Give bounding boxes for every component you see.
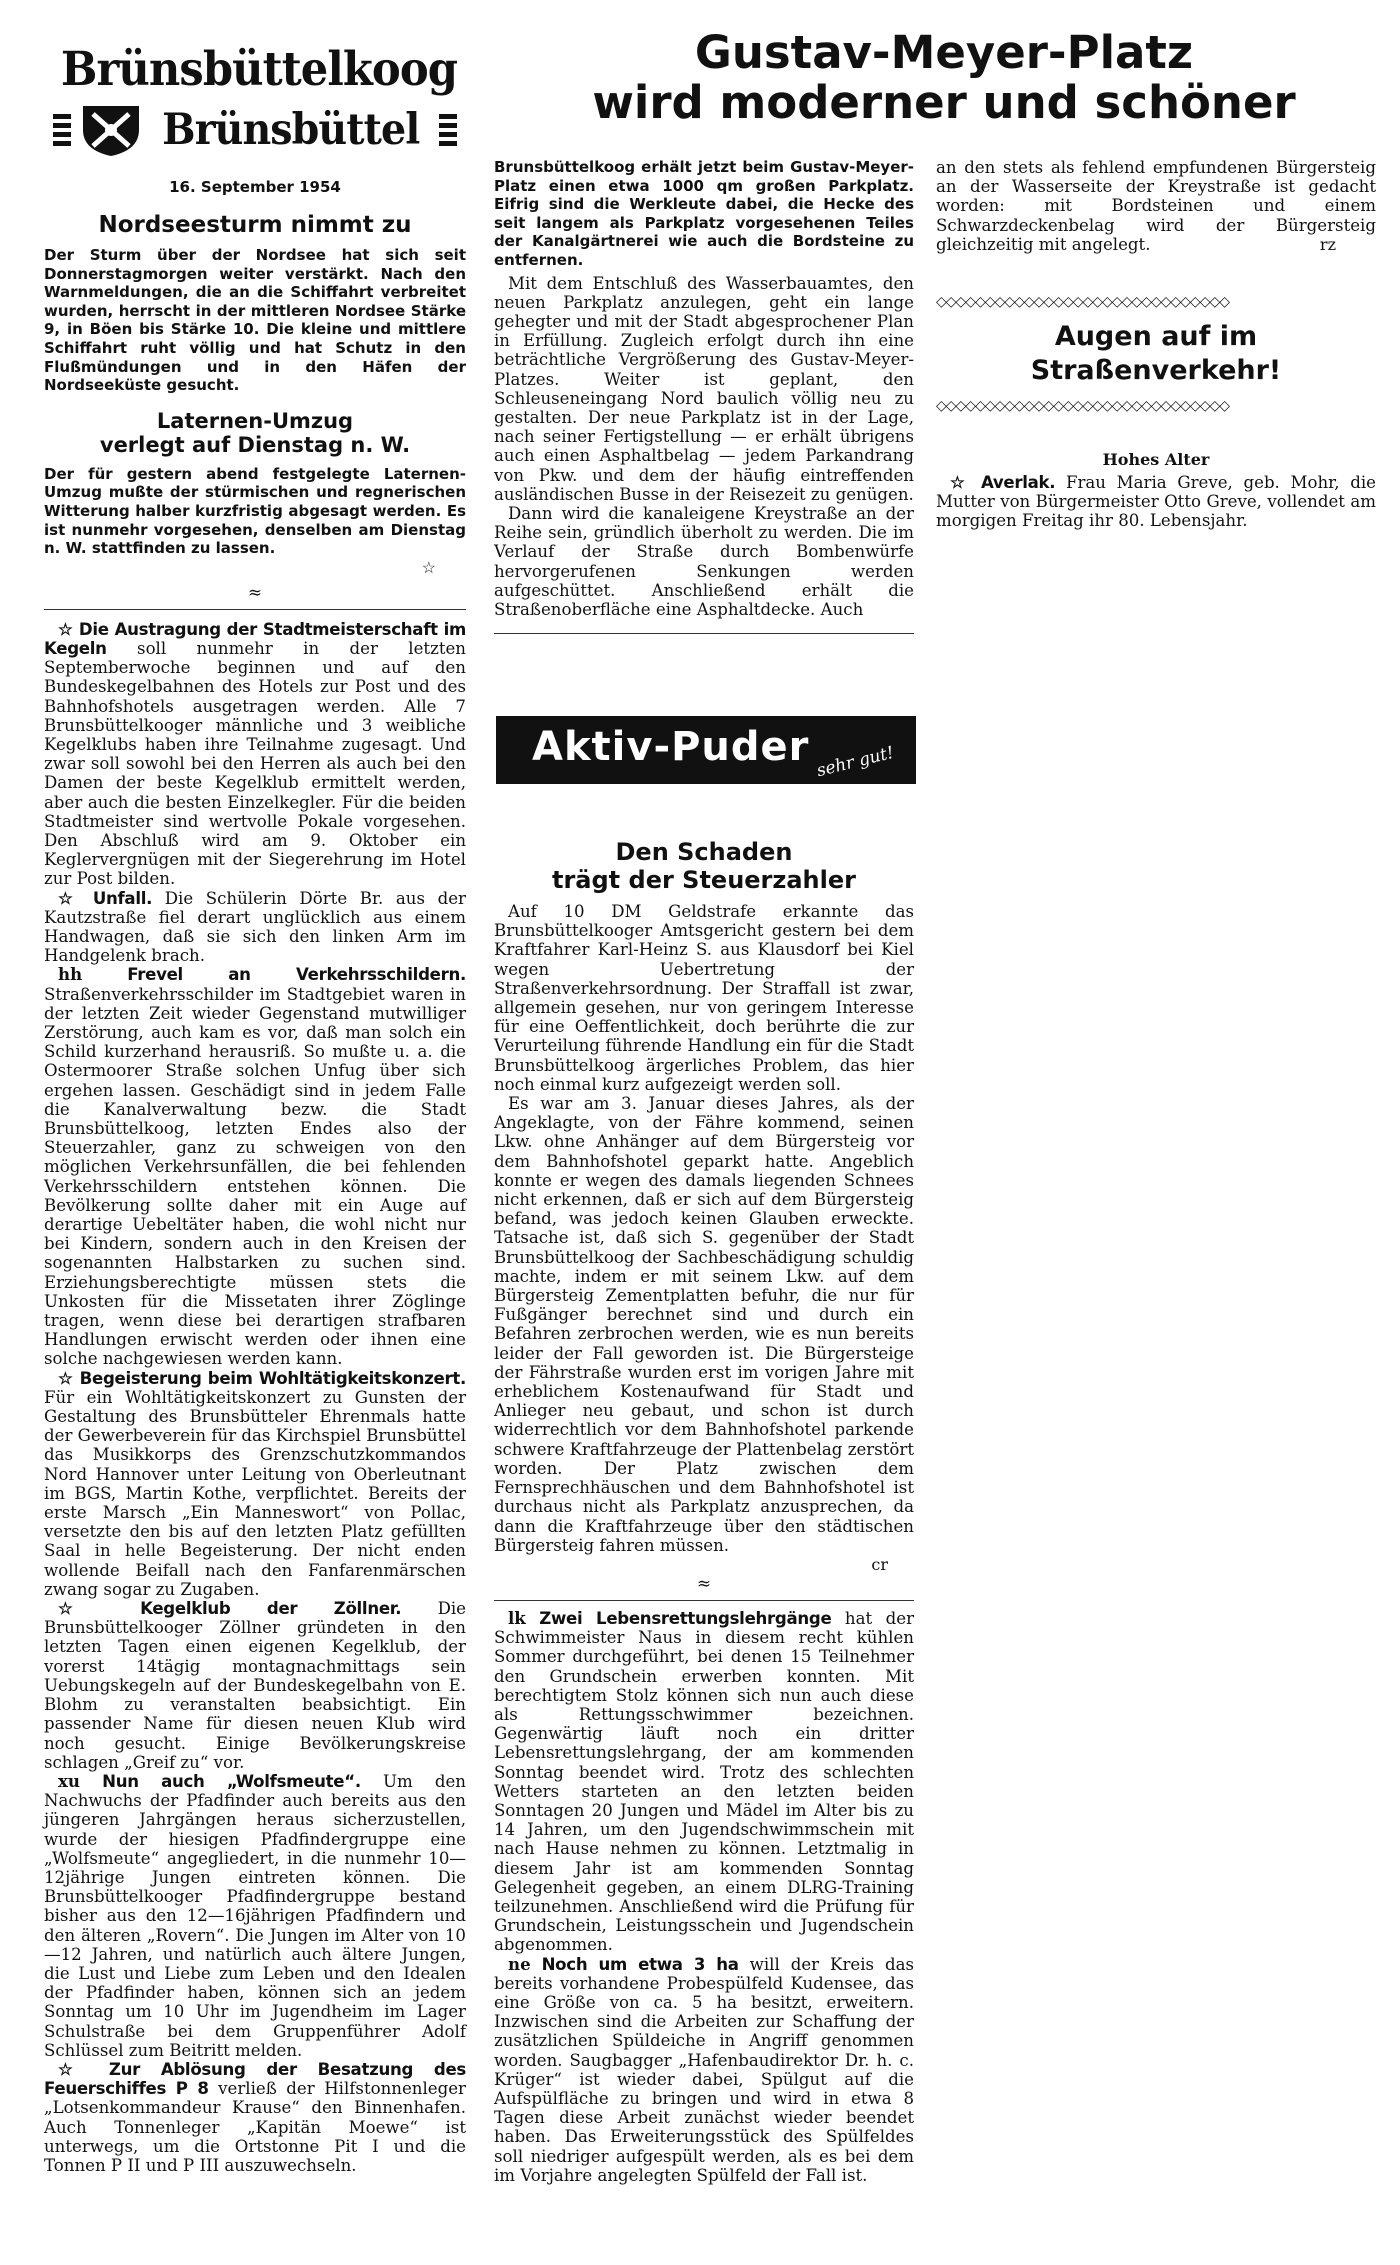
parking-text-1: Mit dem Entschluß des Wasserbauamtes, den neuen Parkplatz anzulegen, geht ein lange gehegter und mit der Stadt abgesprochener Plan in Erfüllung. Zugleich erfolgt durch ihn eine beträchtliche Vergrößerung des Gustav-Meyer-Platzes. Weiter ist geplant, den Schleuseneingang Nord baulich völlig neu zu gestalten. Der neue Parkplatz ist in der Lage, nach seiner Fertigstellung — er erhält übrigens auch einen Asphaltbelag — jedem Parkandrang von Pkw. und dem der häufig eintreffenden ausländischen Busse in der Reisezeit zu genügen.	[494, 273, 914, 504]
storm-text: Der Sturm über der Nordsee hat sich seit Donnerstagmorgen weiter verstärkt. Nach den Warnmeldungen, die an die Schiffahrt verbreitet wurden, herrscht in der mittleren Nordsee Stärke 9, in Böen bis Stärke 10. Die kleine und mittlere Schiffahrt ruht völlig und hat Schutz in den Flußmündungen und in den Häfen der Nordseeküste gesucht.	[44, 246, 466, 395]
column-left	[44, 0, 466, 2175]
item-text: Die Schülerin Dörte Br. aus der Kautzstraße fiel derart unglücklich aus einem Handwagen, daß sie sich den linken Arm im Handgelenk brach.	[44, 888, 466, 966]
parking-signature: rz	[1319, 235, 1336, 255]
damage-article	[494, 838, 914, 2185]
parking-article	[494, 158, 914, 634]
item-text: will der Kreis das bereits vorhandene Probespülfeld Kudensee, das eine Größe von ca. 5 ha besitzt, erweitern. Inzwischen sind die Arbeiten zur Schaffung der zusätzlichen Spüldeiche in Angriff genommen worden. Saugbagger „Hafenbaudirektor Dr. h. c. Krüger“ ist wieder dabei, Spülgut auf die Aufspülfläche zu bringen und wird in etwa 8 Tagen diese Arbeit zunächst wieder beendet haben. Das Erweiterungsstück des Spülfeldes soll niedriger aufgespült werden, als es bei dem im Vorjahre angelegten Spülfeld der Fall ist.	[494, 1954, 915, 2185]
news-item	[44, 889, 466, 966]
divider	[494, 1600, 914, 1601]
news-item	[44, 1369, 466, 1599]
column-right	[936, 158, 1376, 531]
masthead-bars-left	[53, 114, 71, 146]
damage-text-1: Auf 10 DM Geldstrafe erkannte das Brunsbüttelkooger Amtsgericht gestern bei dem Kraftfahrer Karl-Heinz S. aus Klausdorf bei Kiel wegen Uebertretung der Straßenverkehrsordnung. Der Straffall ist zwar, allgemein gesehen, nur von geringem Interesse für eine Oeffentlichkeit, doch berührte die zur Verurteilung führende Handlung ein für die Stadt Brunsbüttelkoog ärgerliches Problem, das hier noch einmal kurz aufgezeigt werden soll.	[494, 902, 914, 1094]
masthead-title-1: Brünsbüttelkoog	[60, 42, 458, 97]
item-text: Die Brunsbüttelkooger Zöllner gründeten in den letzten Tagen einen eigenen Kegelklub, der vorerst 14tägig montagnachmittags sein Uebungskegeln auf der Bundeskegelbahn von E. Blohm zu veranstalten beabsichtigt. Ein passender Name für diesen neuen Klub wird noch gesucht. Einige Bevölkerungskreise schlagen „Greif zu“ vor.	[44, 1599, 466, 1772]
item-marker: hh	[58, 964, 83, 985]
main-headline-1: Gustav-Meyer-Platz	[694, 26, 1194, 79]
column-middle	[494, 0, 1394, 128]
news-item	[494, 1609, 914, 1955]
news-item	[44, 965, 466, 1368]
star-icon: ☆	[950, 472, 971, 493]
news-item	[44, 2060, 466, 2175]
item-text: Für ein Wohltätigkeitskonzert zu Gunsten der Gestaltung des Brunsbütteler Ehrenmals hatte der Gewerbeverein für das Kirchspiel Brunsbüttel das Musikkorps des Grenzschutzkommandos Nord Hannover unter Leitung von Oberleutnant im BGS, Martin Kothe, verpflichtet. Bereits der erste Marsch „Ein Manneswort“ von Pollac, versetzte den bis auf den letzten Platz gefüllten Saal in helle Begeisterung. Der nicht enden wollende Beifall nach den Fanfarenmärschen zwang sogar zu Zugaben.	[44, 1387, 466, 1599]
item-marker: ☆	[58, 1598, 104, 1619]
age-text	[936, 473, 1376, 531]
separator-mark: ≈	[696, 1573, 712, 1594]
masthead-bars-right	[439, 114, 457, 146]
item-marker: lk	[508, 1607, 526, 1628]
news-item	[44, 620, 466, 889]
age-keyword: Averlak.	[980, 473, 1056, 493]
local-news-list-2	[494, 1609, 914, 2185]
ad-brand: Aktiv-Puder	[532, 724, 810, 770]
damage-headline-2: trägt der Steuerzahler	[552, 866, 856, 894]
divider	[494, 633, 914, 634]
lantern-text: Der für gestern abend festgelegte Laternen-Umzug mußte der stürmischen und regnerischen Witterung halber kurzfristig abgesagt werden. Es ist nunmehr vorgesehen, denselben am Dienstag n. W. stattfinden zu lassen.	[44, 464, 466, 558]
item-text: Straßenverkehrsschilder im Stadtgebiet waren in der letzten Zeit wieder Gegenstand mutwilliger Zerstörung, auch kam es vor, daß man solch ein Schild kurzerhand herausriß. So mußte u. a. die Ostermoorer Straße solchen Unfug über sich ergehen lassen. Geschädigt sind in jedem Falle die Kanalverwaltung bezw. die Stadt Brunsbüttelkoog, letzten Endes also der Steuerzahler, ganz zu schweigen von den möglichen Verkehrsunfällen, die bei fehlenden Verkehrsschildern entstehen können. Die Bevölkerung sollte daher mit ein Auge auf derartige Uebeltäter haben, die wohl nicht nur bei Kindern, sondern auch in den Kreisen der sogenannten Halbstarken zu suchen sind. Erziehungsberechtigte müssen stets die Unkosten für die Missetaten ihrer Zöglinge tragen, wenn diese bei derartigen strafbaren Handlungen erwischt werden oder ihnen eine solche nachgewiesen werden kann.	[44, 984, 466, 1369]
item-keyword: Die Austragung der Stadtmeisterschaft im Kegeln	[44, 619, 466, 658]
coat-of-arms-icon	[79, 102, 143, 158]
item-text: Um den Nachwuchs der Pfadfinder auch bereits aus den jüngeren Jahrgängen heraus sicherzustellen, wurde der hiesigen Pfadfindergruppe eine „Wolfsmeute“ angegliedert, in die nunmehr 10—12jährige Jungen eintreten können. Die Brunsbüttelkooger Pfadfindergruppe bestand bisher aus den 12—16jährigen Pfadfindern und den älteren „Rovern“. Die Jungen im Alter von 10—12 Jahren, und natürlich auch ältere Jungen, die Lust und Liebe zum Leben und den Idealen der Pfadfinder haben, können sich an jedem Sonntag um 10 Uhr im Jugendheim im Lager Schulstraße bei dem Gruppenführer Adolf Schlüssel zum Beitritt melden.	[44, 1771, 466, 2060]
item-keyword: Begeisterung beim Wohltätigkeitskonzert.	[79, 1368, 466, 1388]
item-marker: ☆	[58, 1367, 74, 1388]
parking-text-2: Dann wird die kanaleigene Kreystraße an der Reihe sein, gründlich überholt zu werden. Die im Verlauf der Straße durch Bombenwürfe hervorgerufenen Senkungen werden aufgeschüttet. Anschließend erhält die Straßenoberfläche eine Asphaltdecke. Auch	[494, 504, 914, 620]
age-body: Frau Maria Greve, geb. Mohr, die Mutter von Bürgermeister Otto Greve, vollendet am morgigen Freitag ihr 80. Lebensjahr.	[936, 473, 1376, 531]
item-marker: ☆	[58, 618, 74, 639]
issue-date: 16. September 1954	[169, 178, 341, 196]
damage-headline-1: Den Schaden	[615, 838, 793, 866]
item-text: soll nunmehr in der letzten Septemberwoche beginnen und auf den Bundeskegelbahnen des Hotels zur Post und des Bahnhofshotels ausgetragen werden. Alle 7 Brunsbüttelkooger männliche und 3 weibliche Kegelklubs haben ihre Teilnahme zugesagt. Und zwar soll sowohl bei den Herren als auch bei den Damen der beste Kegelklub ermittelt werden, aber auch die besten Einzelkegler. Für die beiden Stadtmeister sind wertvolle Pokale vorgesehen. Den Abschluß wird am 9. Oktober ein Keglervergnügen mit der Siegerehrung im Hotel zur Post bilden.	[44, 638, 466, 889]
separator-mark: ≈	[247, 582, 263, 603]
item-keyword: Unfall.	[92, 888, 153, 908]
damage-text-2: Es war am 3. Januar dieses Jahres, als der Angeklagte, von der Fähre kommend, seinen Lkw. ohne Anhänger auf dem Bürgersteig vor dem Bahnhofshotel geparkt hatte. Angeblich konnte er wegen des damals liegenden Schnees nicht erkennen, daß er sich auf dem Bürgersteig befand, was jedoch keinen Glauben erweckte. Tatsache ist, daß sich S. gegenüber der Stadt Brunsbüttelkoog der Sachbeschädigung schuldig machte, indem er mit seinem Lkw. auf dem Bürgersteig Zementplatten befuhr, die nur für Fußgänger berechnet sind und durch ein Befahren zerbrochen werden, wie es nun bereits leider der Fall geworden ist. Die Bürgersteige der Fährstraße wurden erst im vorigen Jahre mit erheblichem Kostenaufwand für Stadt und Anlieger neu gebaut, und schon ist durch widerrechtlich vor dem Bahnhofshotel parkende schwere Kraftfahrzeuge der Plattenbelag zerstört worden. Der Platz zwischen dem Fernsprechhäuschen und dem Bahnhofshotel ist durchaus nicht als Parkplatz anzusprechen, da dann die Kraftfahrzeuge über den städtischen Bürgersteig fahren müssen.	[494, 1094, 914, 1555]
lantern-mark: ☆	[421, 557, 436, 577]
parking-lead: Brunsbüttelkoog erhält jetzt beim Gustav-Meyer-Platz einen etwa 1000 qm großen Parkplatz. Eifrig sind die Werkleute dabei, die Hecke des seit langem als Parkplatz vorgesehenen Teiles der Kanalgärtnerei wie auch die Bordsteine zu entfernen.	[494, 158, 914, 269]
item-text: hat der Schwimmeister Naus in diesem recht kühlen Sommer durchgeführt, bei denen 15 Teilnehmer den Grundschein erwerben konnten. Mit berechtigtem Stolz können sich nun auch diese als Rettungsschwimmer bezeichnen. Gegenwärtig läuft noch ein dritter Lebensrettungslehrgang, der am kommenden Sonntag beendet wird. Trotz des schlechten Wetters starteten an den letzten beiden Sonntagen 20 Jungen und Mädel im Alter bis zu 14 Jahren, um den Jugendschwimmschein mit nach Hause nehmen zu können. Letztmalig in diesem Jahr ist am kommenden Sonntag Gelegenheit gegeben, an einem DLRG-Training teilzunehmen. Anschließend wird die Prüfung für Grundschein, Leistungsschein und Jugendschein abgenommen.	[494, 1608, 915, 1955]
item-marker: ☆	[58, 887, 81, 908]
item-marker: ne	[508, 1953, 531, 1974]
item-keyword: Frevel an Verkehrsschildern.	[127, 965, 467, 985]
news-item	[44, 1599, 466, 1772]
item-keyword: Zur Ablösung der Besatzung des Feuerschiffes P 8	[44, 2059, 466, 2099]
item-keyword: Kegelklub der Zöllner.	[140, 1599, 402, 1619]
age-headline: Hohes Alter	[1102, 450, 1210, 470]
item-marker: ☆	[58, 2058, 89, 2079]
storm-headline: Nordseesturm nimmt zu	[98, 212, 412, 238]
ad-slogan: sehr gut!	[814, 742, 897, 782]
local-news-list	[44, 620, 466, 2175]
item-keyword: Zwei Lebensrettungslehrgänge	[539, 1608, 832, 1628]
diamond-border-top: ◇◇◇◇◇◇◇◇◇◇◇◇◇◇◇◇◇◇◇◇◇◇◇◇◇◇◇◇◇◇	[936, 294, 1229, 311]
diamond-border-bottom: ◇◇◇◇◇◇◇◇◇◇◇◇◇◇◇◇◇◇◇◇◇◇◇◇◇◇◇◇◇◇	[936, 398, 1229, 415]
lantern-headline-2: verlegt auf Dienstag n. W.	[99, 432, 411, 457]
item-keyword: Noch um etwa 3 ha	[541, 1954, 739, 1974]
aktiv-puder-ad	[496, 716, 916, 784]
masthead-title-2: Brünsbüttel	[162, 105, 420, 155]
news-item	[494, 1955, 914, 2185]
news-item	[44, 1772, 466, 2060]
divider	[44, 609, 466, 610]
masthead-row-2	[44, 102, 466, 158]
masthead	[44, 42, 466, 196]
main-headline-2: wird moderner und schöner	[592, 76, 1296, 129]
lantern-headline-1: Laternen-Umzug	[156, 408, 354, 433]
damage-signature: cr	[871, 1554, 888, 1574]
parking-continued-text: an den stets als fehlend empfundenen Bürgersteig an der Wasserseite der Kreystraße ist gedacht worden: mit Bordsteinen und einem Schwarzdeckenbelag wird der Bürgersteig gleichzeitig mit angelegt.	[936, 158, 1376, 254]
item-marker: xu	[58, 1770, 80, 1791]
item-text: verließ der Hilfstonnenleger „Lotsenkommandeur Krause“ den Binnenhafen. Auch Tonnenleger „Kapitän Moewe“ ist unterwegs, um die Ortstonne Pit I und die Tonnen P II und P III auszuwechseln.	[44, 2079, 466, 2175]
traffic-slogan: Augen auf im Straßenverkehr!	[1030, 321, 1282, 387]
item-keyword: Nun auch „Wolfsmeute“.	[102, 1771, 361, 1791]
